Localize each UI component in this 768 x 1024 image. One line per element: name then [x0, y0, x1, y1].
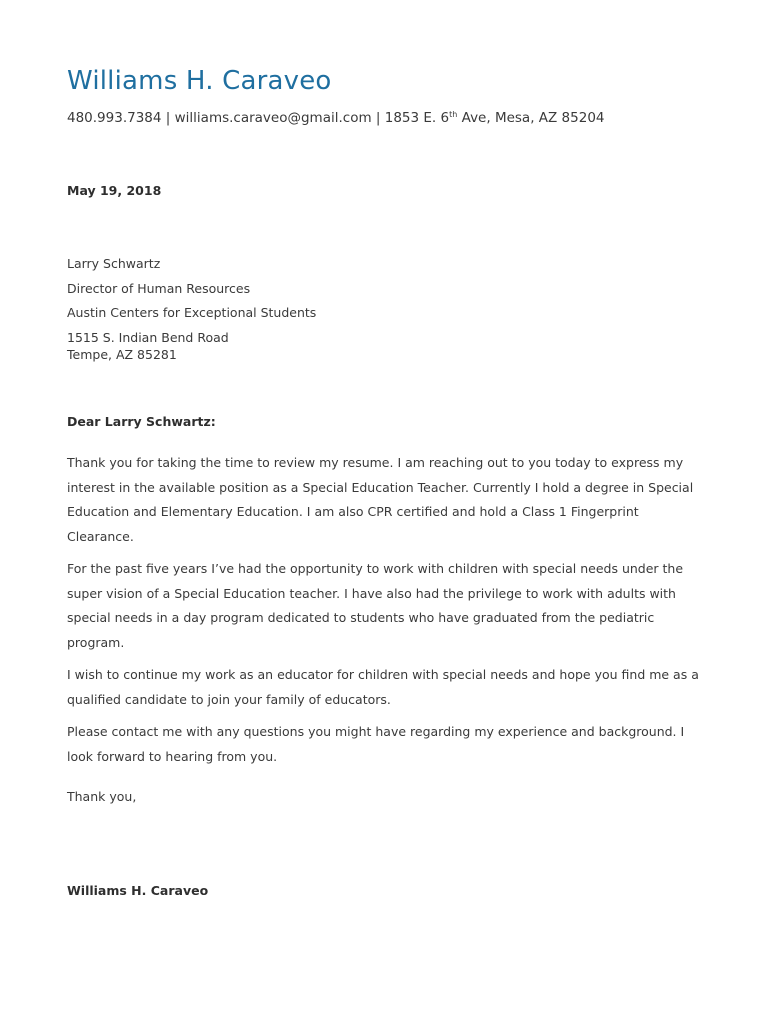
letter-body — [67, 451, 703, 777]
closing: Thank you, — [67, 789, 137, 804]
body-paragraph: Thank you for taking the time to review my resume. I am reaching out to you today to express my interest in the available position as a Special Education Teacher. Currently I hold a degree in Special Education and Elementary Education. I am also CPR certified and hold a Class 1 Fingerprint Clearance. — [67, 455, 694, 544]
body-paragraph: For the past five years I’ve had the opportunity to work with children with special needs under the super vision of a Special Education teacher. I have also had the privilege to work with adults with special needs in a day program dedicated to students who have graduated from the pediatric program. — [67, 561, 684, 650]
recipient-organization: Austin Centers for Exceptional Students — [67, 305, 317, 320]
sender-phone: 480.993.7384 — [67, 110, 162, 126]
sender-email: williams.caraveo@gmail.com — [174, 110, 372, 126]
separator: | — [371, 110, 385, 126]
recipient-block — [67, 255, 316, 363]
address-street-number: 1853 E. 6 — [384, 110, 450, 126]
sender-name: Williams H. Caraveo — [67, 66, 332, 96]
body-paragraph: I wish to continue my work as an educator for children with special needs and hope you find me as a qualified candidate to join your family of educators. — [67, 667, 699, 707]
separator: | — [161, 110, 175, 126]
address-ordinal-suffix: th — [449, 110, 458, 119]
signature-name: Williams H. Caraveo — [67, 883, 209, 898]
salutation: Dear Larry Schwartz: — [67, 414, 216, 429]
recipient-city: Tempe, AZ 85281 — [67, 346, 177, 362]
address-rest: Ave, Mesa, AZ 85204 — [457, 110, 605, 126]
recipient-title: Director of Human Resources — [67, 280, 251, 296]
letter-date: May 19, 2018 — [67, 183, 162, 198]
body-paragraph: Please contact me with any questions you might have regarding my experience and background. I look forward to hearing from you. — [67, 724, 685, 764]
sender-contact-line — [67, 110, 605, 126]
recipient-street: 1515 S. Indian Bend Road — [67, 329, 229, 345]
recipient-name: Larry Schwartz — [67, 256, 161, 271]
sender-address — [385, 110, 605, 126]
